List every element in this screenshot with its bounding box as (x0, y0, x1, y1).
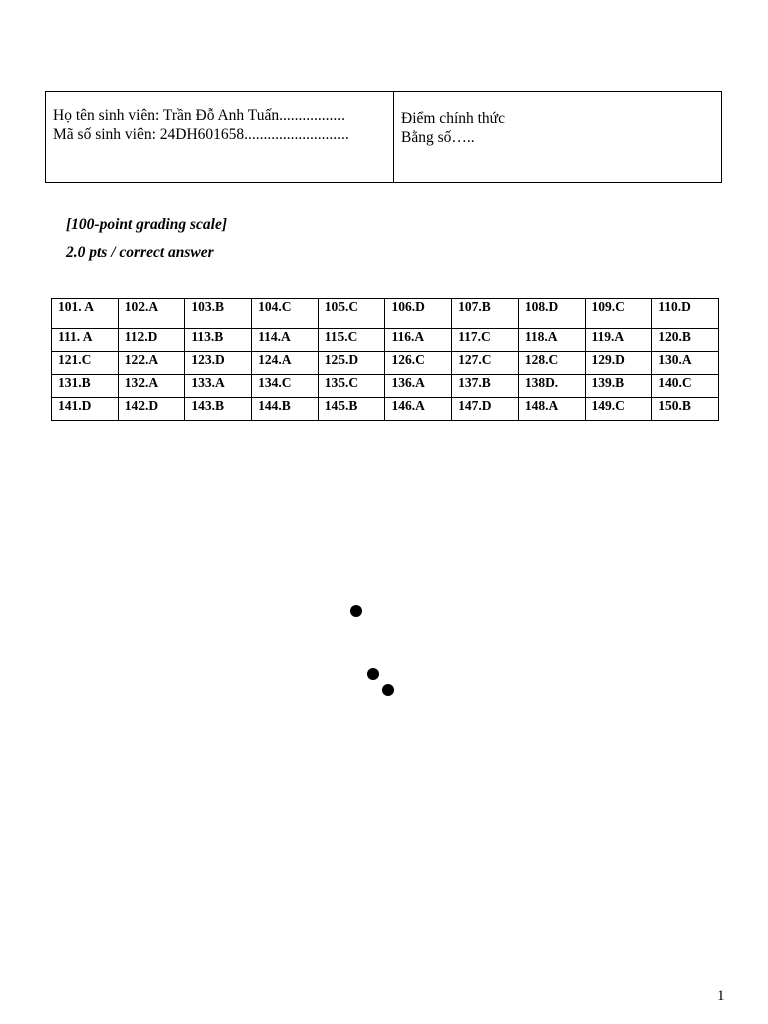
answer-cell: 115.C (318, 329, 385, 352)
answer-cell: 113.B (185, 329, 252, 352)
answer-row (52, 375, 719, 398)
answer-cell: 133.A (185, 375, 252, 398)
answer-cell: 123.D (185, 352, 252, 375)
answer-cell: 132.A (118, 375, 185, 398)
answer-cell: 111. A (52, 329, 119, 352)
answer-cell: 130.A (652, 352, 719, 375)
answer-cell: 148.A (518, 398, 585, 421)
answer-cell: 150.B (652, 398, 719, 421)
answer-cell: 122.A (118, 352, 185, 375)
answer-row (52, 299, 719, 329)
student-name-line: Họ tên sinh viên: Trần Đỗ Anh Tuấn................. (53, 107, 345, 124)
score-cell (394, 92, 721, 182)
page-number: 1 (717, 988, 725, 1004)
answer-cell: 141.D (52, 398, 119, 421)
answer-cell: 135.C (318, 375, 385, 398)
answer-cell: 138D. (518, 375, 585, 398)
answer-cell: 125.D (318, 352, 385, 375)
score-by-number-label: Bằng số….. (401, 129, 475, 146)
answer-cell: 118.A (518, 329, 585, 352)
answer-cell: 114.A (252, 329, 319, 352)
answer-cell: 147.D (452, 398, 519, 421)
answer-row (52, 329, 719, 352)
answer-cell: 119.A (585, 329, 652, 352)
answer-cell: 126.C (385, 352, 452, 375)
answer-cell: 105.C (318, 299, 385, 329)
answer-cell: 142.D (118, 398, 185, 421)
bullet-dot (350, 605, 362, 617)
answer-cell: 146.A (385, 398, 452, 421)
student-info-cell (46, 92, 394, 182)
answer-cell: 107.B (452, 299, 519, 329)
answer-cell: 129.D (585, 352, 652, 375)
answer-cell: 109.C (585, 299, 652, 329)
answer-cell: 128.C (518, 352, 585, 375)
answer-cell: 134.C (252, 375, 319, 398)
answer-cell: 110.D (652, 299, 719, 329)
answer-cell: 106.D (385, 299, 452, 329)
answer-cell: 145.B (318, 398, 385, 421)
answer-cell: 108.D (518, 299, 585, 329)
answer-cell: 101. A (52, 299, 119, 329)
answer-row (52, 352, 719, 375)
answer-cell: 144.B (252, 398, 319, 421)
grading-scale-heading: [100-point grading scale] (66, 216, 228, 233)
answer-cell: 136.A (385, 375, 452, 398)
answer-row (52, 398, 719, 421)
answer-cell: 117.C (452, 329, 519, 352)
student-id-line: Mã số sinh viên: 24DH601658........................... (53, 126, 349, 143)
official-score-label: Điểm chính thức (401, 110, 505, 127)
answer-cell: 127.C (452, 352, 519, 375)
answer-cell: 116.A (385, 329, 452, 352)
answer-cell: 124.A (252, 352, 319, 375)
answer-cell: 102.A (118, 299, 185, 329)
points-per-answer: 2.0 pts / correct answer (66, 244, 214, 261)
student-info-box (45, 91, 722, 183)
answer-cell: 137.B (452, 375, 519, 398)
answer-cell: 139.B (585, 375, 652, 398)
answer-cell: 121.C (52, 352, 119, 375)
answer-cell: 143.B (185, 398, 252, 421)
answer-cell: 103.B (185, 299, 252, 329)
answer-cell: 104.C (252, 299, 319, 329)
answer-cell: 131.B (52, 375, 119, 398)
answer-key-table (51, 298, 719, 421)
answer-cell: 112.D (118, 329, 185, 352)
bullet-dot (382, 684, 394, 696)
answer-cell: 120.B (652, 329, 719, 352)
answer-cell: 149.C (585, 398, 652, 421)
answer-cell: 140.C (652, 375, 719, 398)
bullet-dot (367, 668, 379, 680)
